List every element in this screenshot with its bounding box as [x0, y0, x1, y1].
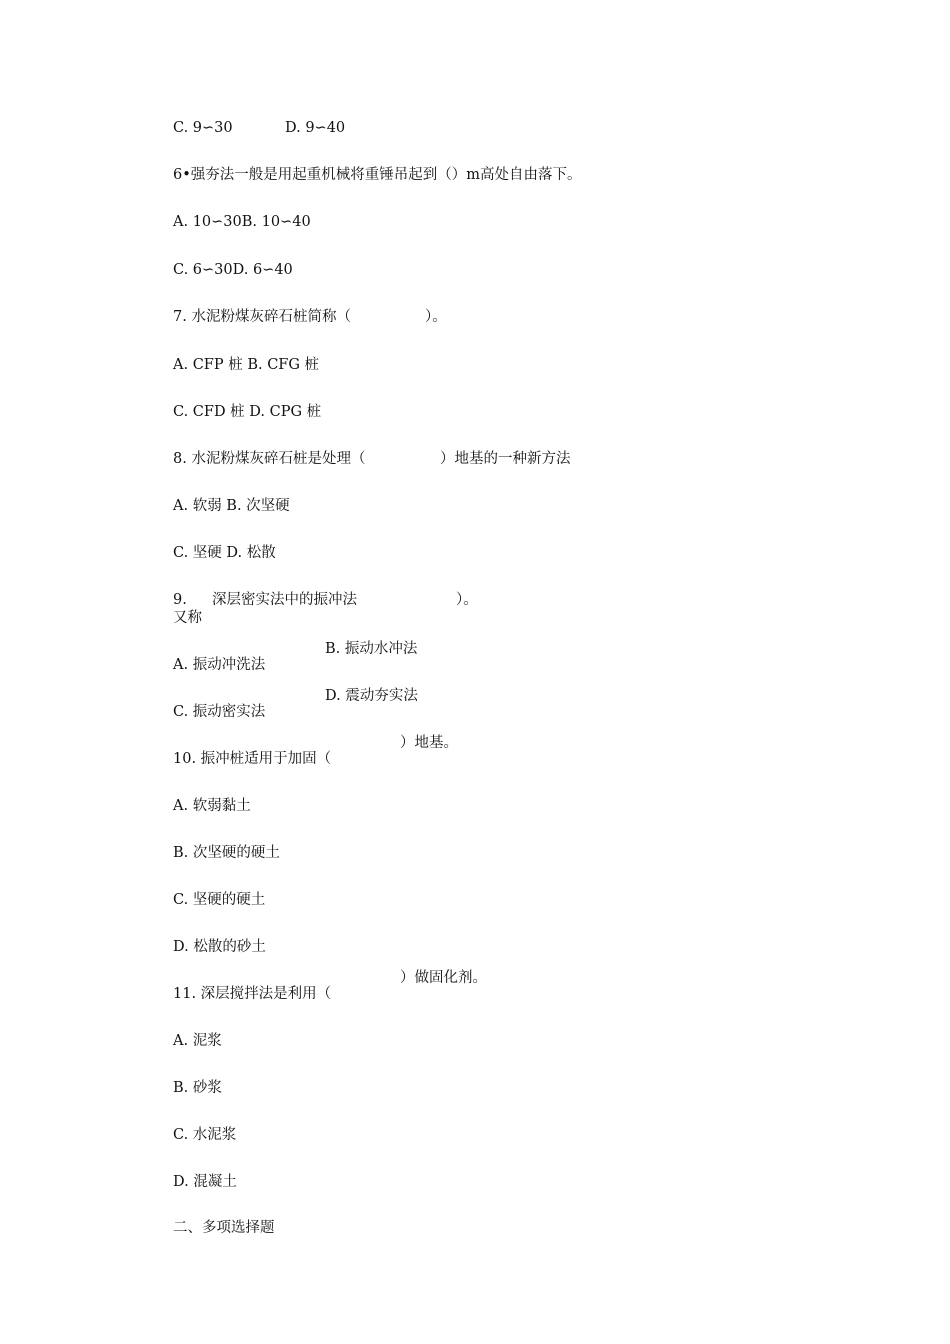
q8-stem-start: 8. 水泥粉煤灰碎石桩是处理（	[173, 451, 366, 467]
q10-option-a: A. 软弱黏土	[173, 798, 251, 814]
q9-stem-end: ）。	[456, 592, 478, 608]
q9-option-d: D. 震动夯实法	[325, 688, 418, 704]
q6-options-cd: C. 6∽30D. 6∽40	[173, 262, 293, 278]
q6-options-ab: A. 10∽30B. 10∽40	[173, 214, 311, 230]
q10-option-b: B. 次坚硬的硬土	[173, 845, 280, 861]
q6-stem: 6•强夯法一般是用起重机械将重锤吊起到（）m高处自由落下。	[173, 167, 582, 183]
q11-option-c: C. 水泥浆	[173, 1127, 237, 1143]
q10-stem-start: 10. 振冲桩适用于加固（	[173, 751, 332, 767]
q11-stem-start: 11. 深层搅拌法是利用（	[173, 986, 332, 1002]
q8-options-ab: A. 软弱 B. 次坚硬	[173, 498, 290, 514]
q7-options-ab: A. CFP 桩 B. CFG 桩	[173, 357, 320, 373]
q10-option-c: C. 坚硬的硬土	[173, 892, 266, 908]
q9-stem: 深层密实法中的振冲法	[212, 592, 357, 608]
q7-stem-start: 7. 水泥粉煤灰碎石桩简称（	[173, 309, 351, 325]
q11-option-b: B. 砂浆	[173, 1080, 222, 1096]
q10-option-d: D. 松散的砂土	[173, 939, 266, 955]
q9-option-c: C. 振动密实法	[173, 704, 266, 720]
q10-stem-end: ）地基。	[400, 735, 458, 751]
q11-option-d: D. 混凝土	[173, 1174, 237, 1190]
q8-options-cd: C. 坚硬 D. 松散	[173, 545, 276, 561]
q9-option-b: B. 振动水冲法	[325, 641, 418, 657]
q11-stem-end: ）做固化剂。	[400, 970, 487, 986]
q5-option-d: D. 9∽40	[285, 120, 346, 136]
section-heading: 二、多项选择题	[173, 1220, 275, 1236]
q9-stem-wrap: 又称	[173, 610, 202, 626]
q7-options-cd: C. CFD 桩 D. CPG 桩	[173, 404, 322, 420]
q11-option-a: A. 泥浆	[173, 1033, 222, 1049]
q9-option-a: A. 振动冲洗法	[173, 657, 266, 673]
q8-stem-end: ）地基的一种新方法	[440, 451, 571, 467]
q5-option-c: C. 9∽30	[173, 120, 233, 136]
q7-stem-end: ）。	[425, 309, 447, 325]
q9-number: 9.	[173, 592, 187, 608]
